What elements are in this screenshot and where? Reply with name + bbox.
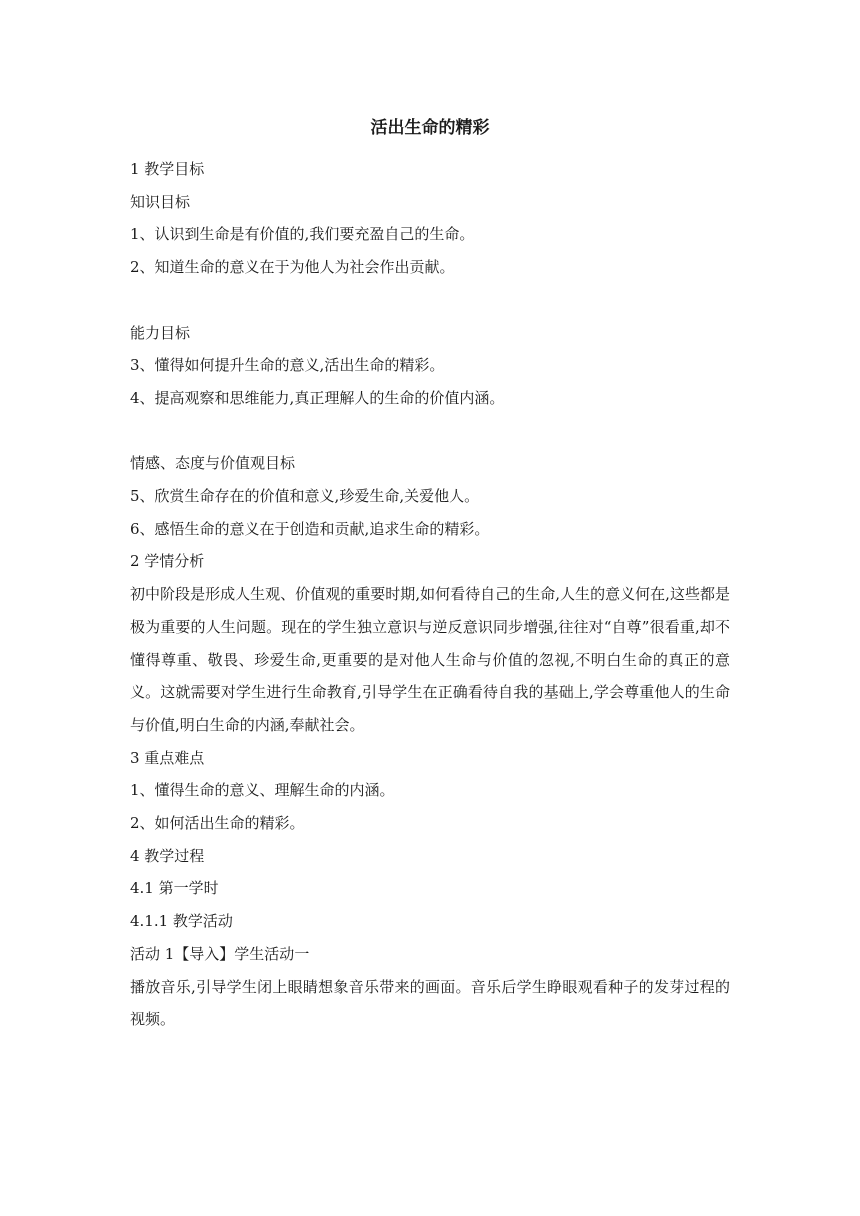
goal-item-2: 2、知道生命的意义在于为他人为社会作出贡献。 <box>130 258 455 277</box>
key-point-1: 1、懂得生命的意义、理解生命的内涵。 <box>130 781 395 800</box>
section-heading-student-analysis: 2 学情分析 <box>130 552 205 571</box>
key-point-2: 2、如何活出生命的精彩。 <box>130 814 305 833</box>
goal-item-6: 6、感悟生命的意义在于创造和贡献,追求生命的精彩。 <box>130 519 490 538</box>
subsection-heading-teaching-activity: 4.1.1 教学活动 <box>130 912 233 931</box>
section-heading-teaching-process: 4 教学过程 <box>130 846 205 865</box>
document-body <box>130 153 730 1036</box>
goal-item-3: 3、懂得如何提升生命的意义,活出生命的精彩。 <box>130 356 445 375</box>
goal-item-4: 4、提高观察和思维能力,真正理解人的生命的价值内涵。 <box>130 388 505 407</box>
section-heading-teaching-goals: 1 教学目标 <box>130 160 205 178</box>
subheading-emotion-goals: 情感、态度与价值观目标 <box>130 454 296 473</box>
document-title: 活出生命的精彩 <box>370 118 490 138</box>
subsection-heading-first-lesson: 4.1 第一学时 <box>130 879 219 898</box>
goal-item-1: 1、认识到生命是有价值的,我们要充盈自己的生命。 <box>130 225 475 244</box>
blank-line <box>130 415 730 448</box>
activity-heading: 活动 1【导入】学生活动一 <box>130 944 310 963</box>
student-analysis-paragraph: 初中阶段是形成人生观、价值观的重要时期,如何看待自己的生命,人生的意义何在,这些都是极为重要的人生问题。现在的学生独立意识与逆反意识同步增强,往往对“自尊”很看重,却不懂得尊重、敬畏、珍爱生命,更重要的是对他人生命与价值的忽视,不明白生命的真正的意义。这就需要对学生进行生命教育,引导学生在正确看待自我的基础上,学会尊重他人的生命与价值,明白生命的内涵,奉献社会。 <box>130 585 730 734</box>
subheading-knowledge-goals: 知识目标 <box>130 192 191 211</box>
goal-item-5: 5、欣赏生命存在的价值和意义,珍爱生命,关爱他人。 <box>130 487 480 505</box>
blank-line <box>130 284 730 317</box>
activity-paragraph: 播放音乐,引导学生闭上眼睛想象音乐带来的画面。音乐后学生睁眼观看种子的发芽过程的视频。 <box>130 977 730 1029</box>
subheading-ability-goals: 能力目标 <box>130 323 191 342</box>
section-heading-key-points: 3 重点难点 <box>130 748 205 767</box>
